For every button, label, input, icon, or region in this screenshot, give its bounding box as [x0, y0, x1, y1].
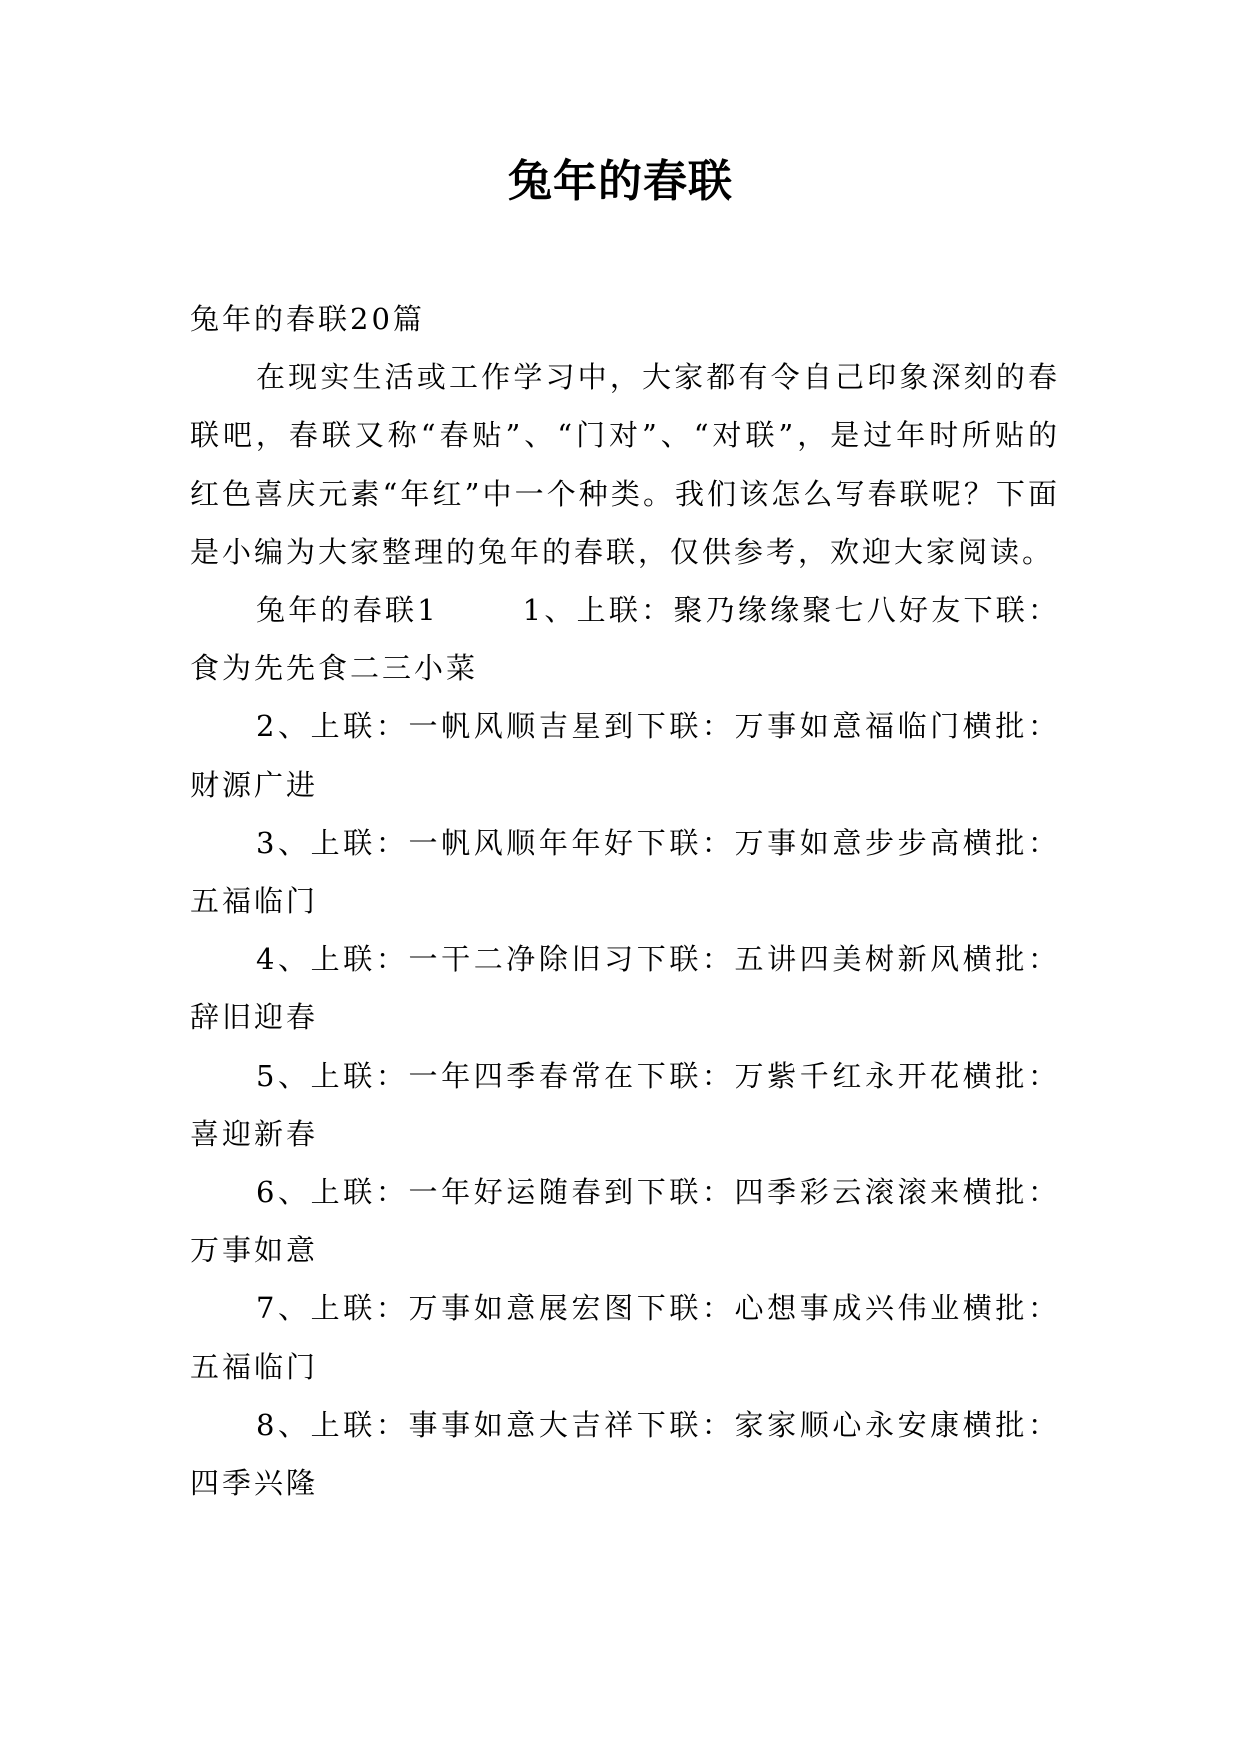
document-title: 兔年的春联 [508, 156, 733, 207]
document-subtitle: 兔年的春联20篇 [190, 302, 425, 336]
couplet-item: 7、上联：万事如意展宏图下联：心想事成兴伟业横批：五福临门 [190, 1291, 1060, 1384]
couplet-item: 8、上联：事事如意大吉祥下联：家家顺心永安康横批：四季兴隆 [190, 1407, 1060, 1501]
couplet-item: 4、上联：一干二净除旧习下联：五讲四美树新风横批：辞旧迎春 [190, 942, 1060, 1035]
document-body [190, 290, 1060, 1512]
couplet-item: 5、上联：一年四季春常在下联：万紫千红永开花横批：喜迎新春 [190, 1058, 1060, 1151]
couplet-text: 1、上联：聚乃缘缘聚七八好友下联：食为先先食二三小菜 [190, 593, 1061, 686]
section-heading: 兔年的春联1 [256, 593, 439, 628]
couplet-item: 6、上联：一年好运随春到下联：四季彩云滚滚来横批：万事如意 [190, 1175, 1060, 1268]
couplet-item: 3、上联：一帆风顺年年好下联：万事如意步步高横批：五福临门 [190, 825, 1060, 919]
couplet-item: 2、上联：一帆风顺吉星到下联：万事如意福临门横批：财源广进 [190, 709, 1060, 802]
intro-paragraph: 在现实生活或工作学习中，大家都有令自己印象深刻的春联吧，春联又称“春贴”、“门对”、“对联”，是过年时所贴的红色喜庆元素“年红”中一个种类。我们该怎么写春联呢？下面是小编为大家整理的兔年的春联，仅供参考，欢迎大家阅读。 [190, 360, 1060, 569]
couplet-item [190, 581, 1060, 697]
